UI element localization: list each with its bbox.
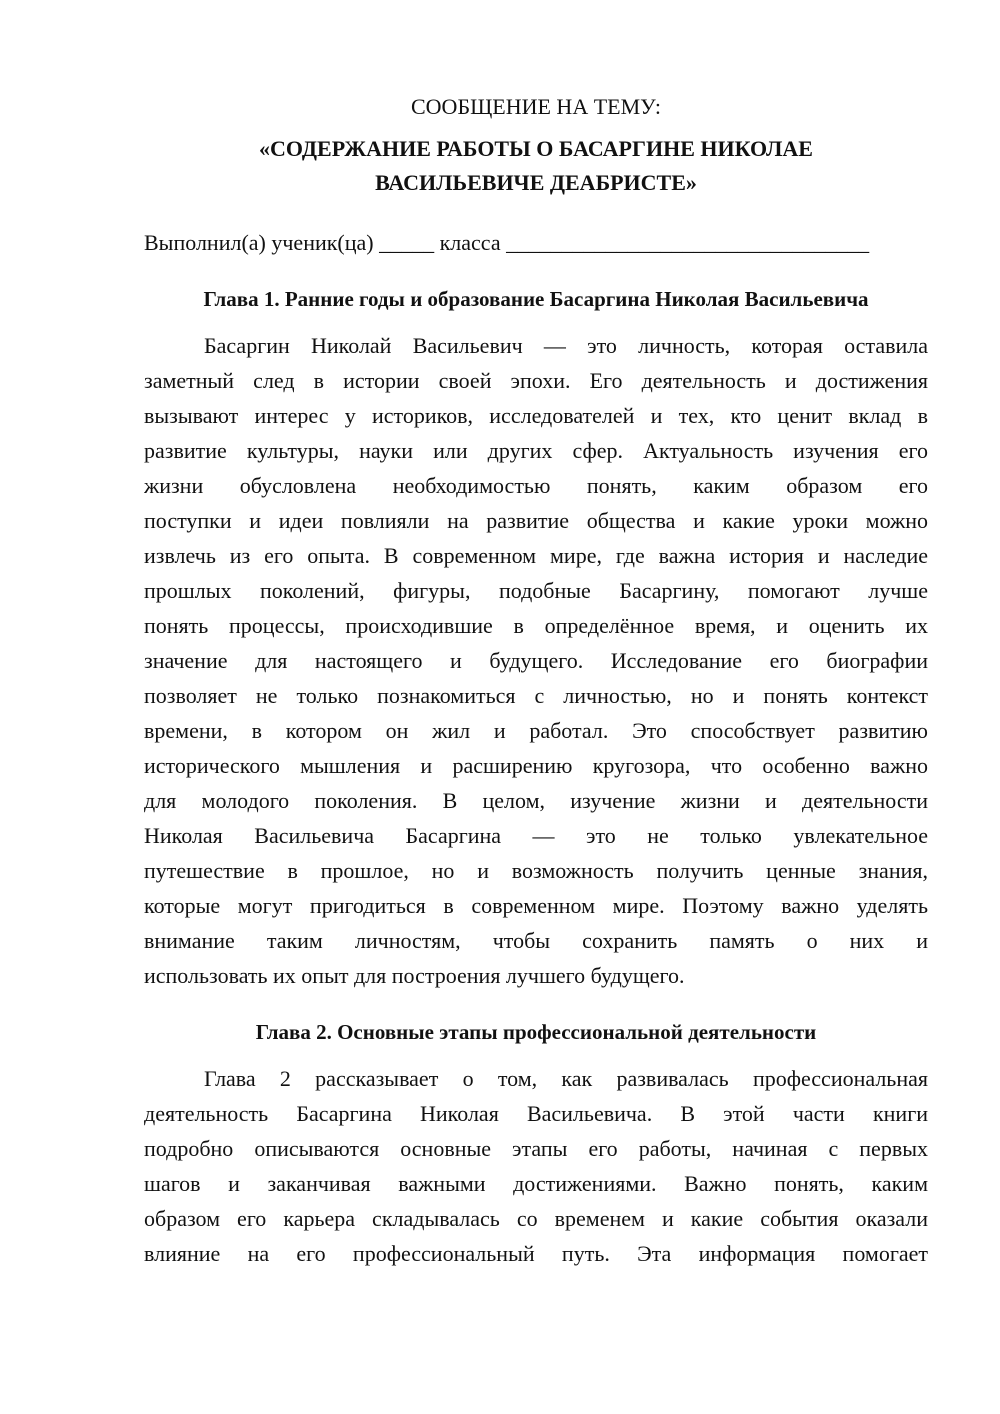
text-line: прошлых поколений, фигуры, подобные Басаргину, помогают лучше xyxy=(144,578,928,603)
text-line: которые могут пригодиться в современном мире. Поэтому важно уделять xyxy=(144,893,928,918)
text-line: заметный след в истории своей эпохи. Его деятельность и достижения xyxy=(144,368,928,393)
text-line: образом его карьера складывалась со временем и какие события оказали xyxy=(144,1206,928,1231)
document-title xyxy=(144,132,928,200)
chapter1-paragraph xyxy=(144,328,928,993)
text-line: Басаргин Николай Васильевич — это личность, которая оставила xyxy=(204,333,928,358)
text-line: исторического мышления и расширению кругозора, что особенно важно xyxy=(144,753,928,778)
text-line: шагов и заканчивая важными достижениями. Важно понять, каким xyxy=(144,1171,928,1196)
text-line: влияние на его профессиональный путь. Эта информация помогает xyxy=(144,1241,928,1266)
text-line: использовать их опыт для построения лучшего будущего. xyxy=(144,963,685,988)
text-line: поступки и идеи повлияли на развитие общества и какие уроки можно xyxy=(144,508,928,533)
chapter2-heading: Глава 2. Основные этапы профессиональной деятельности xyxy=(255,1020,817,1044)
text-line: для молодого поколения. В целом, изучение жизни и деятельности xyxy=(144,788,928,813)
text-line: понять процессы, происходившие в определённое время, и оценить их xyxy=(144,613,928,638)
text-line: развитие культуры, науки или других сфер. Актуальность изучения его xyxy=(144,438,928,463)
text-line: извлечь из его опыта. В современном мире, где важна история и наследие xyxy=(144,543,928,568)
text-line: позволяет не только познакомиться с личностью, но и понять контекст xyxy=(144,683,928,708)
text-line: Глава 2 рассказывает о том, как развивалась профессиональная xyxy=(204,1066,928,1091)
text-line: внимание таким личностям, чтобы сохранить память о них и xyxy=(144,928,928,953)
document-page xyxy=(144,92,928,1271)
author-line: Выполнил(а) ученик(ца) _____ класса _________________________________ xyxy=(144,230,870,255)
chapter1-heading: Глава 1. Ранние годы и образование Басаргина Николая Васильевича xyxy=(203,287,869,311)
text-line: времени, в котором он жил и работал. Это способствует развитию xyxy=(144,718,928,743)
title-line: ВАСИЛЬЕВИЧЕ ДЕАБРИСТЕ» xyxy=(375,170,697,195)
text-line: жизни обусловлена необходимостью понять, каким образом его xyxy=(144,473,928,498)
text-line: вызывают интерес у историков, исследователей и тех, кто ценит вклад в xyxy=(144,403,928,428)
text-line: путешествие в прошлое, но и возможность получить ценные знания, xyxy=(144,858,928,883)
text-line: подробно описываются основные этапы его работы, начиная с первых xyxy=(144,1136,928,1161)
text-line: значение для настоящего и будущего. Исследование его биографии xyxy=(144,648,928,673)
chapter2-paragraph xyxy=(144,1061,928,1271)
text-line: деятельность Басаргина Николая Васильевича. В этой части книги xyxy=(144,1101,928,1126)
topic-label: СООБЩЕНИЕ НА ТЕМУ: xyxy=(411,94,661,119)
text-line: Николая Васильевича Басаргина — это не только увлекательное xyxy=(144,823,928,848)
title-line: «СОДЕРЖАНИЕ РАБОТЫ О БАСАРГИНЕ НИКОЛАЕ xyxy=(259,136,813,161)
